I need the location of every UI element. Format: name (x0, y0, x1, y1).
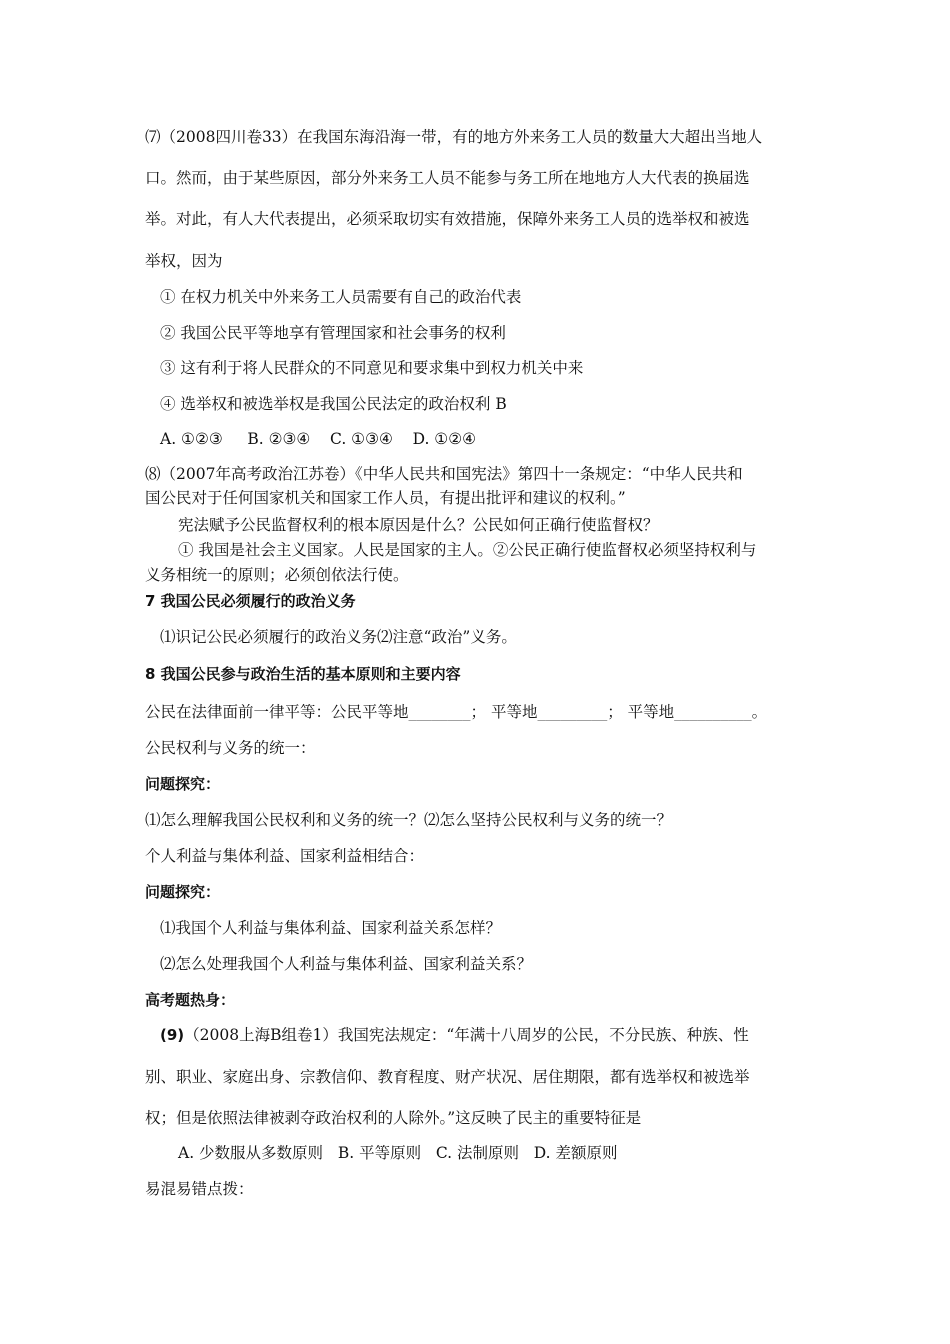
q7-choices: A. ①②③ B. ②③④ C. ①③④ D. ①②④ (160, 430, 476, 448)
blank-1: ________ (408, 703, 471, 721)
q9-number: (9) (160, 1026, 185, 1044)
q9-line-1 (160, 1025, 749, 1045)
q8-line-1: ⑻（2007年高考政治江苏卷）《中华人民共和国宪法》第四十一条规定：“中华人民共和 (145, 465, 743, 483)
q9-line-3: 权；但是依照法律被剥夺政治权利的人除外。”这反映了民主的重要特征是 (145, 1109, 642, 1127)
explore-heading-2: 问题探究： (145, 883, 221, 901)
q8-line-2: 国公民对于任何国家机关和国家工作人员，有提出批评和建议的权利。” (145, 489, 626, 507)
q8-answer-2: 义务相统一的原则；必须创依法行使。 (145, 566, 409, 584)
q9-choices: A. 少数服从多数原则 B. 平等原则 C. 法制原则 D. 差额原则 (178, 1144, 618, 1162)
explore-heading-1: 问题探究： (145, 775, 221, 793)
q8-question: 宪法赋予公民监督权利的根本原因是什么？公民如何正确行使监督权？ (178, 516, 659, 534)
q7-line-3: 举。对此，有人大代表提出，必须采取切实有效措施，保障外来务工人员的选举权和被选 (145, 210, 750, 228)
unity-label: 公民权利与义务的统一： (145, 739, 316, 757)
equality-sep-1: ； 平等地 (470, 703, 538, 721)
warmup-heading: 高考题热身： (145, 991, 236, 1009)
tip-label: 易混易错点拨： (145, 1180, 254, 1198)
q8-answer-1: ① 我国是社会主义国家。人民是国家的主人。②公民正确行使监督权必须坚持权利与 (178, 541, 757, 559)
section-7-text: ⑴识记公民必须履行的政治义务⑵注意“政治”义务。 (160, 628, 517, 646)
equality-end: 。 (751, 703, 768, 721)
explore-question-2a: ⑴我国个人利益与集体利益、国家利益关系怎样？ (160, 919, 502, 937)
q7-option-2: ② 我国公民平等地享有管理国家和社会事务的权利 (160, 324, 506, 342)
q9-text-1: （2008上海B组卷1）我国宪法规定：“年满十八周岁的公民，不分民族、种族、性 (184, 1026, 749, 1044)
q7-line-1: ⑺（2008四川卷33）在我国东海沿海一带，有的地方外来务工人员的数量大大超出当地人 (145, 128, 763, 146)
q7-line-4: 举权，因为 (145, 252, 223, 270)
q7-option-3: ③ 这有利于将人民群众的不同意见和要求集中到权力机关中来 (160, 359, 584, 377)
blank-3: __________ (674, 703, 752, 721)
explore-question-1: ⑴怎么理解我国公民权利和义务的统一？⑵怎么坚持公民权利与义务的统一？ (145, 811, 673, 829)
q9-line-2: 别、职业、家庭出身、宗教信仰、教育程度、财产状况、居住期限，都有选举权和被选举 (145, 1068, 750, 1086)
blank-2: _________ (537, 703, 608, 721)
section-8-heading: 8 我国公民参与政治生活的基本原则和主要内容 (145, 665, 461, 683)
q7-option-1: ① 在权力机关中外来务工人员需要有自己的政治代表 (160, 288, 522, 306)
explore-question-2b: ⑵怎么处理我国个人利益与集体利益、国家利益关系？ (160, 955, 533, 973)
combine-label: 个人利益与集体利益、国家利益相结合： (145, 847, 425, 865)
equality-sep-2: ； 平等地 (607, 703, 675, 721)
q7-line-2: 口。然而，由于某些原因，部分外来务工人员不能参与务工所在地地方人大代表的换届选 (145, 169, 750, 187)
equality-line (145, 702, 767, 722)
equality-prefix: 公民在法律面前一律平等：公民平等地 (145, 703, 409, 721)
section-7-heading: 7 我国公民必须履行的政治义务 (145, 592, 356, 610)
q7-option-4: ④ 选举权和被选举权是我国公民法定的政治权利 B (160, 395, 507, 413)
